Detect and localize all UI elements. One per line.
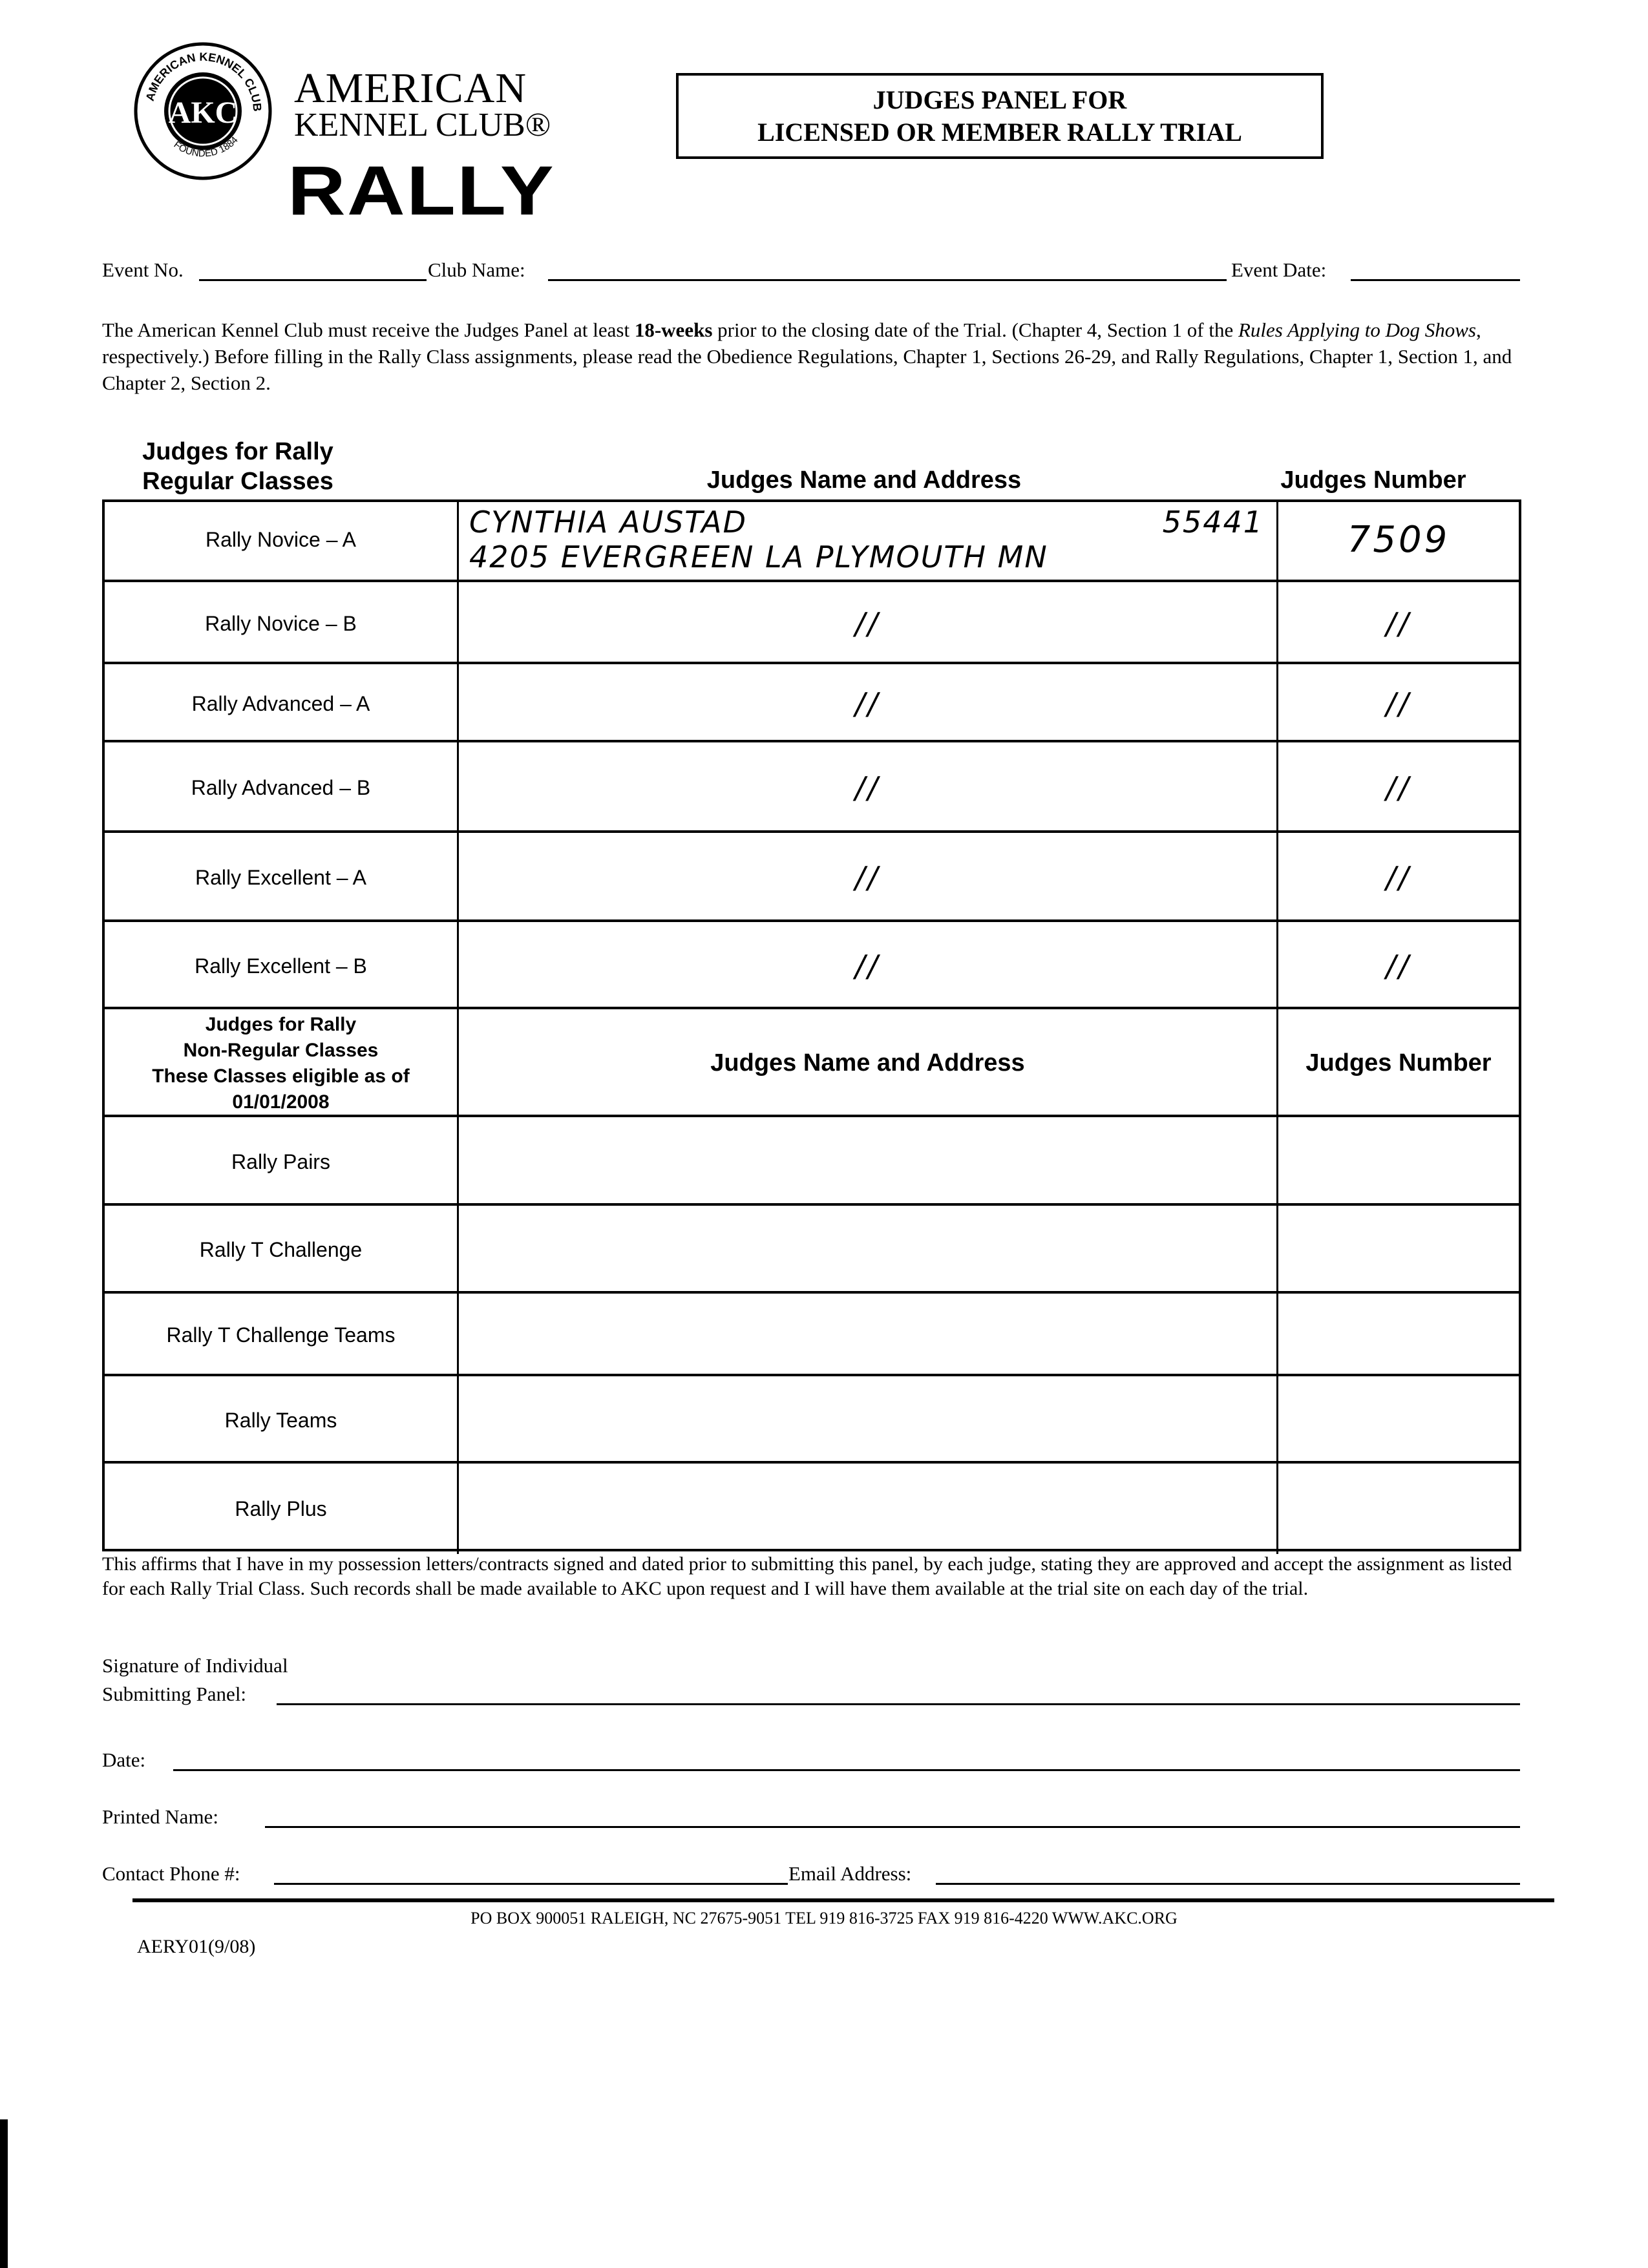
class-name: Rally Excellent – A (195, 866, 366, 889)
judge-number-cell[interactable] (1276, 664, 1519, 742)
judges-number-header: Judges Number (1305, 1049, 1492, 1076)
table-row (105, 1374, 1519, 1464)
svg-text:AKC: AKC (168, 96, 238, 130)
judge-name-address-cell[interactable] (457, 922, 1276, 1009)
judge-number: // (1386, 686, 1411, 721)
form-code: AERY01(9/08) (137, 1936, 256, 1957)
printed-name-field[interactable] (265, 1826, 1520, 1828)
intro-italic: Rules Applying to Dog Shows (1238, 319, 1476, 341)
judge-name-address-cell[interactable] (457, 1009, 1276, 1117)
signature-label-line1: Signature of Individual (102, 1654, 288, 1677)
intro-text: , respectively.) Before filling in the Rally Class assignments, please read the Obedience Regulations, Chapter 1, Sections 26-29, and Rally Regulations, Chapter 1, Section 1, and Chapter 2, Section 2. (102, 319, 1512, 394)
date-field[interactable] (173, 1769, 1520, 1771)
footer-divider (132, 1898, 1554, 1902)
class-name: Rally Excellent – B (195, 954, 367, 978)
printed-name-label: Printed Name: (102, 1805, 218, 1828)
class-cell (105, 1294, 457, 1376)
judge-number-cell[interactable] (1276, 833, 1519, 922)
judge-address: 4205 EVERGREEN LA PLYMOUTH MN (469, 540, 1048, 574)
regular-classes-header (102, 437, 374, 496)
class-name: Rally Novice – A (206, 528, 356, 551)
judges-number-header: Judges Number (1280, 467, 1466, 494)
svg-text:AMERICAN KENNEL CLUB: AMERICAN KENNEL CLUB (143, 50, 264, 112)
date-label: Date: (102, 1748, 146, 1771)
header-line: Judges for Rally (205, 1013, 357, 1035)
svg-text:FOUNDED 1884: FOUNDED 1884 (171, 134, 240, 160)
header-line: Regular Classes (142, 468, 333, 495)
class-cell (105, 742, 457, 833)
ditto-mark: // (855, 770, 880, 805)
judge-zip: 55441 (1162, 505, 1263, 540)
brand-kennel-club: KENNEL CLUB® (294, 107, 551, 143)
judge-name-address-cell[interactable] (457, 833, 1276, 922)
table-row (105, 1291, 1519, 1376)
judge-name-line (469, 505, 1263, 540)
intro-text: prior to the closing date of the Trial. (Chapter 4, Section 1 of the (712, 319, 1238, 341)
table-row (105, 740, 1519, 833)
judge-number-cell[interactable] (1276, 1009, 1519, 1117)
class-cell (105, 922, 457, 1009)
nonregular-header-row (105, 1007, 1519, 1117)
judge-name-address-cell[interactable] (457, 1376, 1276, 1464)
ditto-mark: // (855, 686, 880, 721)
class-name: Rally Novice – B (205, 611, 357, 635)
judge-number: // (1386, 605, 1411, 641)
event-date-label: Event Date: (1231, 258, 1327, 281)
ditto-mark: // (855, 605, 880, 641)
handwritten-judge-entry (459, 502, 1276, 577)
judge-number: // (1386, 770, 1411, 805)
contact-phone-label: Contact Phone #: (102, 1862, 240, 1885)
class-cell (105, 1376, 457, 1464)
class-cell (105, 1117, 457, 1206)
brand-american: AMERICAN (294, 65, 527, 112)
form-title-box (676, 73, 1324, 159)
judge-name-address-cell[interactable] (457, 664, 1276, 742)
judge-name-address-cell[interactable] (457, 499, 1276, 580)
ditto-mark: // (855, 948, 880, 983)
event-no-field[interactable] (199, 279, 427, 281)
akc-seal-logo (133, 41, 273, 181)
club-name-field[interactable] (548, 279, 1227, 281)
table-row (105, 1461, 1519, 1554)
affirmation-text: This affirms that I have in my possession letters/contracts signed and dated prior to submitting this panel, by each judge, stating they are approved and accept the assignment as listed for each Rally Trial Class. Such records shall be made available to AKC upon request and I will have them available at the trial site on each day of the trial. (102, 1553, 1512, 1599)
judge-number-cell[interactable] (1276, 1464, 1519, 1554)
class-cell (105, 1009, 457, 1117)
table-row (105, 662, 1519, 742)
scan-edge-mark (0, 2119, 8, 2268)
judge-number-cell[interactable] (1276, 742, 1519, 833)
class-name: Rally Advanced – A (191, 691, 370, 715)
class-name: Rally Plus (235, 1497, 327, 1520)
judge-number-cell[interactable] (1276, 922, 1519, 1009)
event-date-field[interactable] (1351, 279, 1520, 281)
email-label: Email Address: (788, 1862, 912, 1885)
judge-number-cell[interactable] (1276, 1206, 1519, 1294)
judge-name-address-cell[interactable] (457, 1294, 1276, 1376)
judge-name-address-cell[interactable] (457, 582, 1276, 664)
judge-number-cell[interactable] (1276, 1294, 1519, 1376)
ditto-mark: // (855, 860, 880, 895)
header-line: Non-Regular Classes (183, 1039, 379, 1061)
class-cell (105, 1206, 457, 1294)
judge-number-cell[interactable] (1276, 499, 1519, 580)
name-address-header: Judges Name and Address (710, 1049, 1025, 1076)
judge-name-address-cell[interactable] (457, 1464, 1276, 1554)
class-name: Rally T Challenge Teams (166, 1323, 396, 1347)
table-row (105, 1203, 1519, 1294)
class-name: Rally Advanced – B (191, 776, 371, 799)
intro-bold: 18-weeks (634, 319, 713, 341)
nonregular-classes-header (152, 1012, 410, 1115)
judge-number-cell[interactable] (1276, 1117, 1519, 1206)
judge-name-address-cell[interactable] (457, 1117, 1276, 1206)
signature-label-line2: Submitting Panel: (102, 1683, 247, 1705)
judge-name-address-cell[interactable] (457, 1206, 1276, 1294)
table-row (105, 1115, 1519, 1206)
judge-number-cell[interactable] (1276, 1376, 1519, 1464)
class-cell (105, 833, 457, 922)
class-name: Rally Pairs (231, 1150, 330, 1173)
class-name: Rally T Challenge (199, 1238, 363, 1261)
email-field[interactable] (936, 1883, 1520, 1885)
contact-phone-field[interactable] (274, 1883, 788, 1885)
table-row (105, 830, 1519, 922)
class-cell (105, 664, 457, 742)
header-line: 01/01/2008 (232, 1091, 330, 1113)
class-cell (105, 499, 457, 580)
class-name: Rally Teams (224, 1408, 337, 1432)
judge-number: // (1386, 948, 1411, 983)
table-row (105, 919, 1519, 1009)
intro-paragraph (102, 317, 1530, 396)
name-address-header: Judges Name and Address (706, 467, 1022, 494)
judge-name-address-cell[interactable] (457, 742, 1276, 833)
club-name-label: Club Name: (428, 258, 525, 281)
footer-address: PO BOX 900051 RALEIGH, NC 27675-9051 TEL 919 816-3725 FAX 919 816-4220 WWW.AKC.ORG (470, 1909, 1178, 1927)
judge-number: // (1386, 860, 1411, 895)
class-cell (105, 1464, 457, 1554)
form-title-line1: JUDGES PANEL FOR (872, 85, 1127, 114)
class-cell (105, 582, 457, 664)
form-title-line2: LICENSED OR MEMBER RALLY TRIAL (757, 117, 1242, 147)
judge-number-cell[interactable] (1276, 582, 1519, 664)
intro-text: The American Kennel Club must receive the Judges Panel at least (102, 319, 635, 341)
judge-name: CYNTHIA AUSTAD (469, 505, 748, 540)
signature-field[interactable] (277, 1703, 1520, 1705)
event-no-label: Event No. (102, 258, 184, 281)
judges-table (102, 499, 1521, 1551)
header-line: Judges for Rally (142, 438, 333, 465)
judge-number: 7509 (1347, 518, 1450, 561)
header-line: These Classes eligible as of (152, 1065, 410, 1087)
brand-rally: RALLY (288, 151, 556, 229)
table-row (105, 499, 1519, 580)
table-row (105, 580, 1519, 664)
